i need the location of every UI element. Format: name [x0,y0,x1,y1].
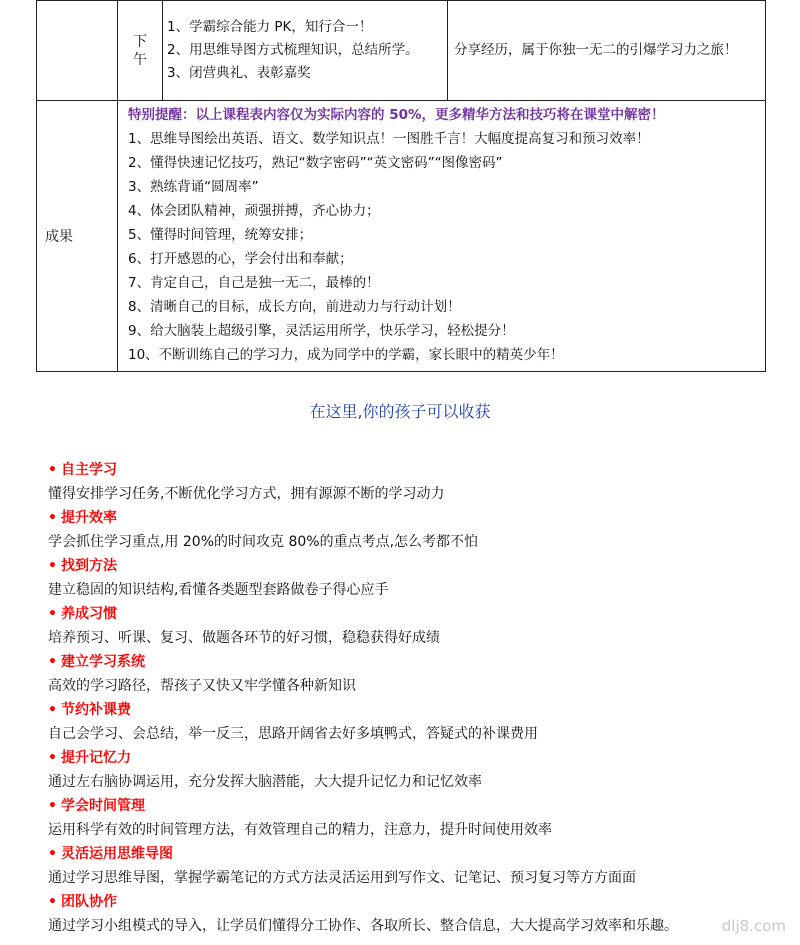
benefit-item [48,554,768,602]
outcomes-row [37,101,766,372]
afternoon-description: 分享经历，属于你独一无二的引爆学习力之旅！ [448,1,766,101]
outcome-item: 2、懂得快速记忆技巧，熟记“数字密码”“英文密码”“图像密码” [128,155,503,171]
benefit-title: 节约补课费 [60,702,131,718]
afternoon-item: 2、用思维导图方式梳理知识，总结所学。 [167,42,419,58]
benefits-heading: 在这里,你的孩子可以收获 [309,402,491,421]
bullet-icon: • [48,846,57,862]
benefit-item [48,458,768,506]
watermark: dlj8.com [721,917,786,935]
time-cell [118,1,163,101]
outcomes-label: 成果 [37,101,118,372]
benefits-list [48,458,768,938]
benefit-description: 学会抓住学习重点,用 20%的时间攻克 80%的重点考点,怎么考都不怕 [48,534,479,550]
outcome-item: 9、给大脑装上超级引擎，灵活运用所学，快乐学习，轻松提分！ [128,323,515,339]
bullet-icon: • [48,702,57,718]
outcome-item: 10、不断训练自己的学习力，成为同学中的学霸，家长眼中的精英少年！ [128,347,564,363]
outcome-item: 4、体会团队精神，顽强拼搏，齐心协力； [128,203,380,219]
afternoon-item: 1、学霸综合能力 PK，知行合一！ [167,19,373,35]
benefit-description: 通过学习小组模式的导入，让学员们懂得分工协作、各取所长、整合信息，大大提高学习效率和乐趣。 [48,918,678,934]
benefit-item [48,746,768,794]
schedule-table [36,0,766,372]
outcome-item: 8、清晰自己的目标，成长方向，前进动力与行动计划！ [128,299,461,315]
outcome-item: 5、懂得时间管理，统筹安排； [128,227,313,243]
benefit-title: 学会时间管理 [60,798,145,814]
outcomes-cell [118,101,766,372]
bullet-icon: • [48,606,57,622]
afternoon-item: 3、闭营典礼、表彰嘉奖 [167,65,311,81]
benefit-description: 懂得安排学习任务,不断优化学习方式，拥有源源不断的学习动力 [48,486,445,502]
bullet-icon: • [48,510,57,526]
benefit-description: 培养预习、听课、复习、做题各环节的好习惯，稳稳获得好成绩 [48,630,440,646]
benefit-title: 养成习惯 [60,606,117,622]
benefit-item [48,698,768,746]
benefit-item [48,602,768,650]
benefit-description: 运用科学有效的时间管理方法，有效管理自己的精力，注意力，提升时间使用效率 [48,822,552,838]
benefit-description: 通过左右脑协调运用，充分发挥大脑潜能，大大提升记忆力和记忆效率 [48,774,482,790]
afternoon-items [163,1,448,101]
outcome-item: 7、肯定自己，自己是独一无二，最棒的！ [128,275,380,291]
special-notice: 特别提醒：以上课程表内容仅为实际内容的 50%，更多精华方法和技巧将在课堂中解密！ [128,107,665,123]
benefit-item [48,794,768,842]
benefit-description: 通过学习思维导图，掌握学霸笔记的方式方法灵活运用到写作文、记笔记、预习复习等方方面面 [48,870,636,886]
bullet-icon: • [48,798,57,814]
afternoon-row [37,1,766,101]
outcome-item: 1、思维导图绘出英语、语文、数学知识点！一图胜千言！大幅度提高复习和预习效率！ [128,131,650,147]
bullet-icon: • [48,654,57,670]
benefit-description: 高效的学习路径，帮孩子又快又牢学懂各种新知识 [48,678,356,694]
benefit-description: 建立稳固的知识结构,看懂各类题型套路做卷子得心应手 [48,582,389,598]
benefit-title: 提升效率 [60,510,117,526]
benefit-title: 自主学习 [60,462,117,478]
time-label: 下 午 [133,33,147,68]
bullet-icon: • [48,558,57,574]
bullet-icon: • [48,894,57,910]
benefit-title: 提升记忆力 [60,750,131,766]
benefit-item [48,890,768,938]
benefit-item [48,506,768,554]
outcome-item: 3、熟练背诵“圆周率” [128,179,259,195]
bullet-icon: • [48,462,57,478]
empty-cell [37,1,118,101]
benefit-item [48,650,768,698]
benefit-title: 灵活运用思维导图 [60,846,173,862]
outcome-item: 6、打开感恩的心，学会付出和奉献； [128,251,353,267]
benefit-item [48,842,768,890]
benefit-title: 团队协作 [60,894,117,910]
benefit-description: 自己会学习、会总结，举一反三，思路开阔省去好多填鸭式，答疑式的补课费用 [48,726,538,742]
benefit-title: 建立学习系统 [60,654,145,670]
benefit-title: 找到方法 [60,558,117,574]
bullet-icon: • [48,750,57,766]
